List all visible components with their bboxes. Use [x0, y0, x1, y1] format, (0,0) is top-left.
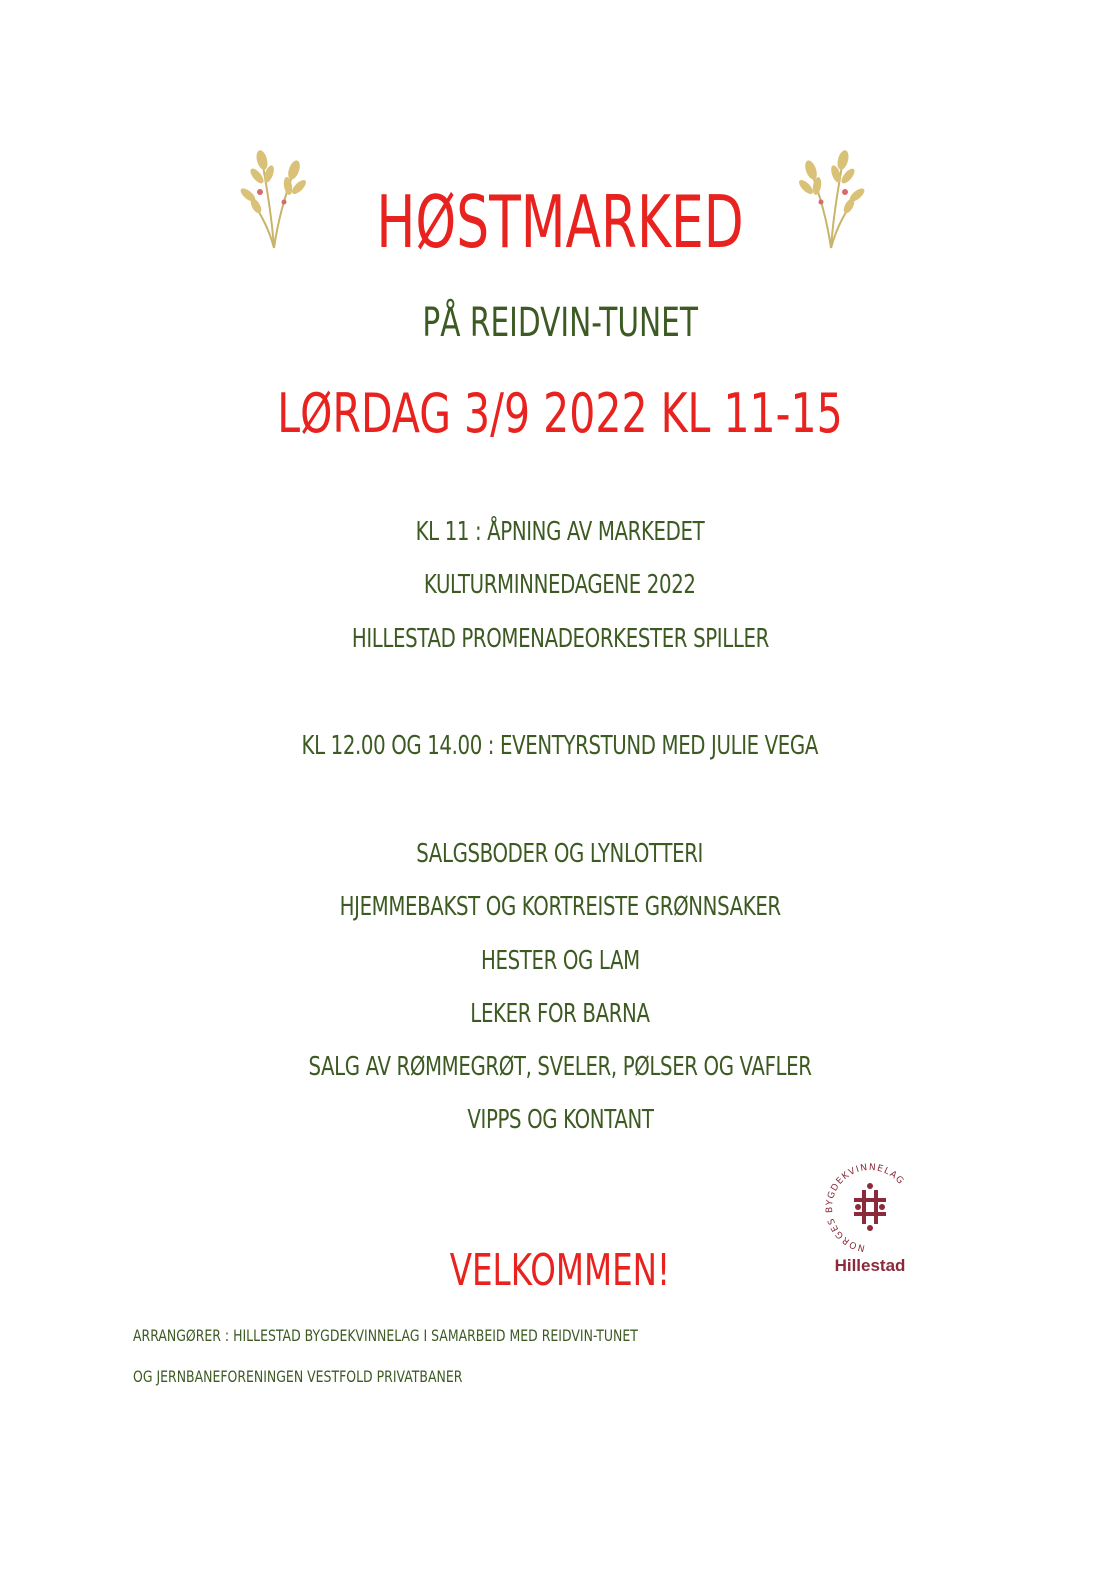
program-item: KULTURMINNEDAGENE 2022 [424, 570, 696, 600]
organizers-line: ARRANGØRER : HILLESTAD BYGDEKVINNELAG I SAMARBEID MED REIDVIN-TUNET [133, 1326, 638, 1345]
poster-title: HØSTMARKED [376, 180, 744, 264]
event-date: LØRDAG 3/9 2022 KL 11-15 [277, 382, 843, 445]
program-item: KL 11 : ÅPNING AV MARKEDET [415, 517, 705, 547]
program-item: SALG AV RØMMEGRØT, SVELER, PØLSER OG VAFLER [308, 1052, 812, 1082]
program-item: HILLESTAD PROMENADEORKESTER SPILLER [351, 624, 769, 654]
logo-emblem-icon [818, 1160, 922, 1254]
logo-name: Hillestad [834, 1256, 906, 1275]
welcome-text: VELKOMMEN! [449, 1245, 671, 1296]
svg-text:NORGES BYGDEKVINNELAG: NORGES BYGDEKVINNELAG [824, 1162, 906, 1253]
program-item: VIPPS OG KONTANT [466, 1105, 654, 1135]
program-item: HJEMMEBAKST OG KORTREISTE GRØNNSAKER [339, 892, 781, 922]
program-item: LEKER FOR BARNA [470, 999, 650, 1029]
program-item: HESTER OG LAM [480, 946, 640, 976]
poster-subtitle: PÅ REIDVIN-TUNET [422, 300, 698, 346]
program-item: KL 12.00 OG 14.00 : EVENTYRSTUND MED JULIE VEGA [301, 731, 819, 761]
program-item: SALGSBODER OG LYNLOTTERI [416, 839, 704, 869]
organizers-line: OG JERNBANEFORENINGEN VESTFOLD PRIVATBANER [133, 1367, 463, 1386]
